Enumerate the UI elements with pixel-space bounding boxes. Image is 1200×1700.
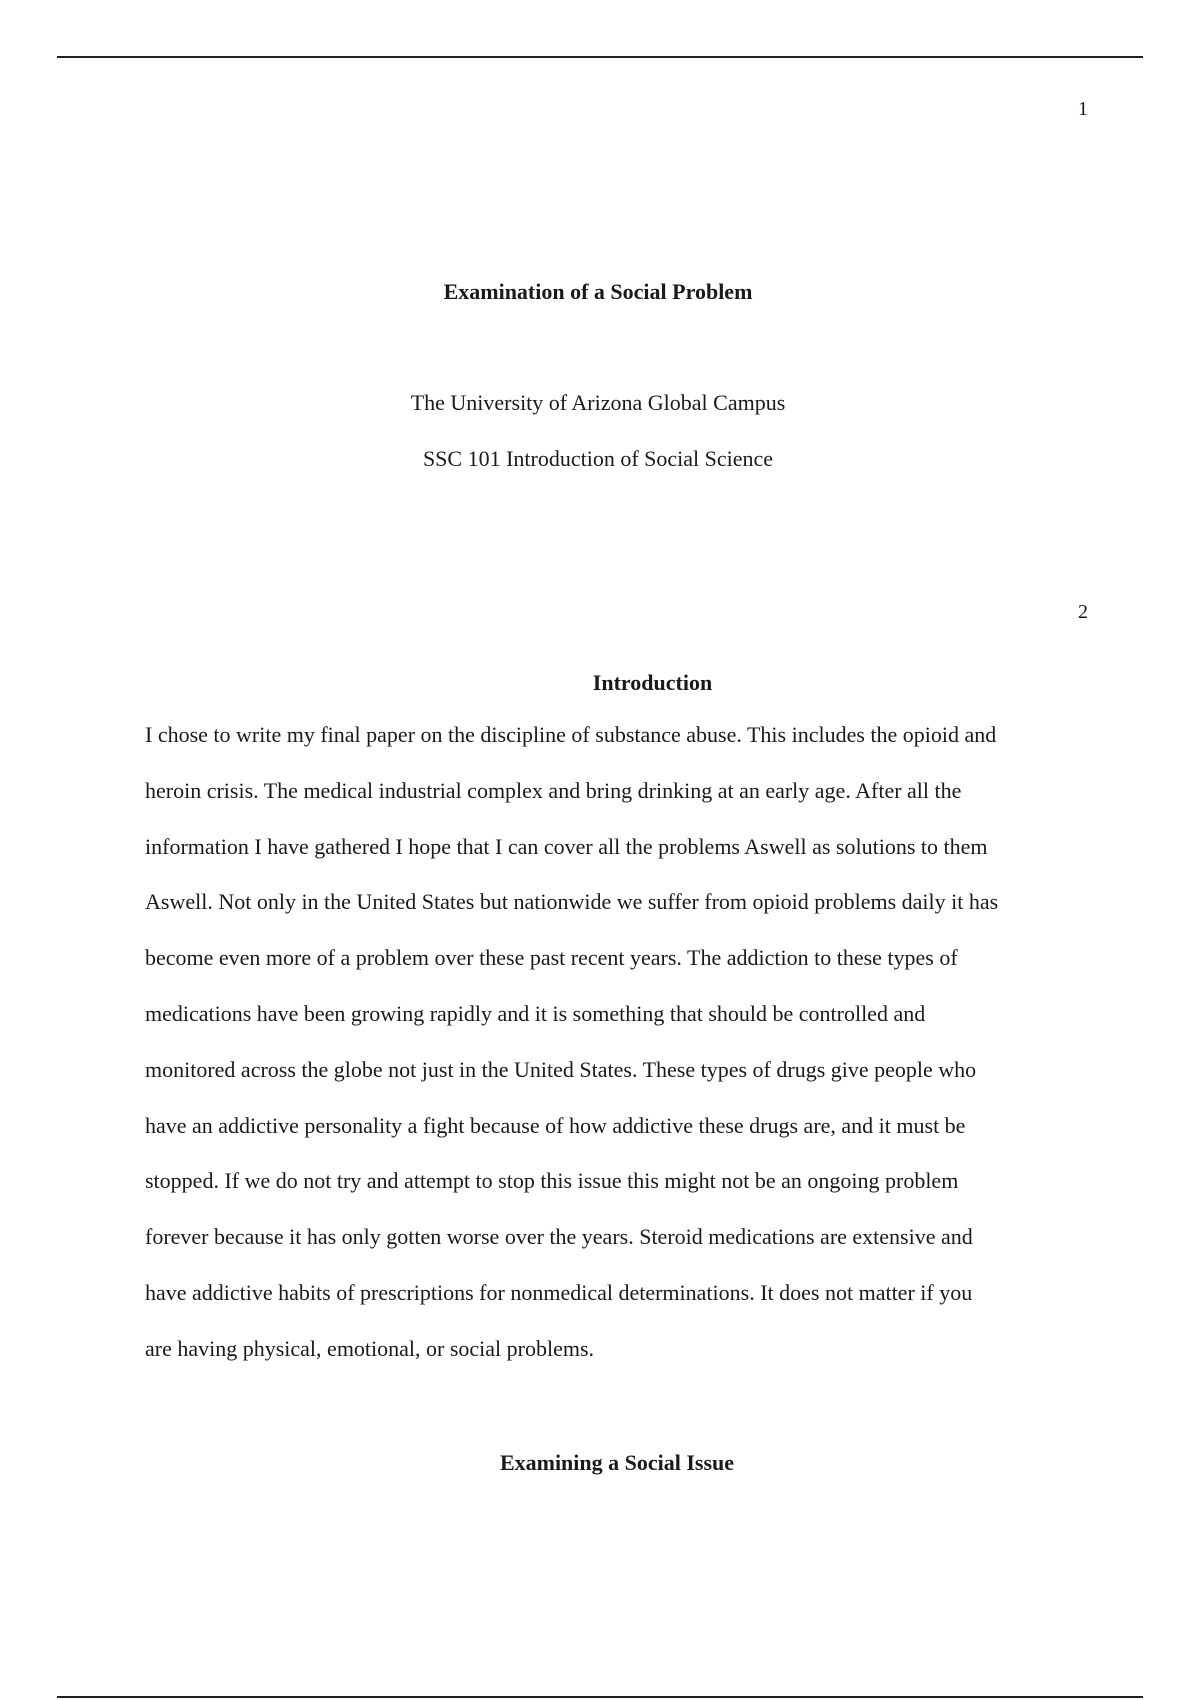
paragraph-line: I chose to write my final paper on the discipline of substance abuse. This includes the opioid and (145, 722, 997, 747)
paragraph-line: have addictive habits of prescriptions for nonmedical determinations. It does not matter if you (145, 1279, 973, 1305)
paragraph-line: have an addictive personality a fight because of how addictive these drugs are, and it must be (145, 1112, 966, 1138)
paragraph-line: heroin crisis. The medical industrial complex and bring drinking at an early age. After all the (145, 777, 962, 803)
paragraph-line: monitored across the globe not just in the United States. These types of drugs give people who (145, 1056, 977, 1082)
paragraph-line: information I have gathered I hope that I can cover all the problems Aswell as solutions to them (145, 833, 988, 859)
section-heading-introduction: Introduction (592, 670, 713, 695)
page-bottom-rule (57, 1696, 1143, 1698)
page-number-1: 1 (1078, 98, 1088, 120)
paper-title: Examination of a Social Problem (443, 279, 753, 304)
page-number-2: 2 (1078, 601, 1088, 623)
paragraph-line: stopped. If we do not try and attempt to stop this issue this might not be an ongoing problem (145, 1168, 959, 1194)
paragraph-line: Aswell. Not only in the United States but nationwide we suffer from opioid problems daily it has (145, 889, 999, 915)
course-name: SSC 101 Introduction of Social Science (422, 446, 774, 471)
section-heading-examining-social-issue: Examining a Social Issue (499, 1450, 735, 1475)
paragraph-line: are having physical, emotional, or social problems. (145, 1335, 595, 1361)
paragraph-line: medications have been growing rapidly and it is something that should be controlled and (145, 1000, 926, 1026)
paragraph-line: become even more of a problem over these past recent years. The addiction to these types of (145, 945, 958, 971)
introduction-paragraph (145, 707, 1095, 1377)
institution-name: The University of Arizona Global Campus (410, 390, 786, 415)
page-top-rule (57, 56, 1143, 58)
paragraph-line: forever because it has only gotten worse over the years. Steroid medications are extensive and (145, 1224, 973, 1250)
